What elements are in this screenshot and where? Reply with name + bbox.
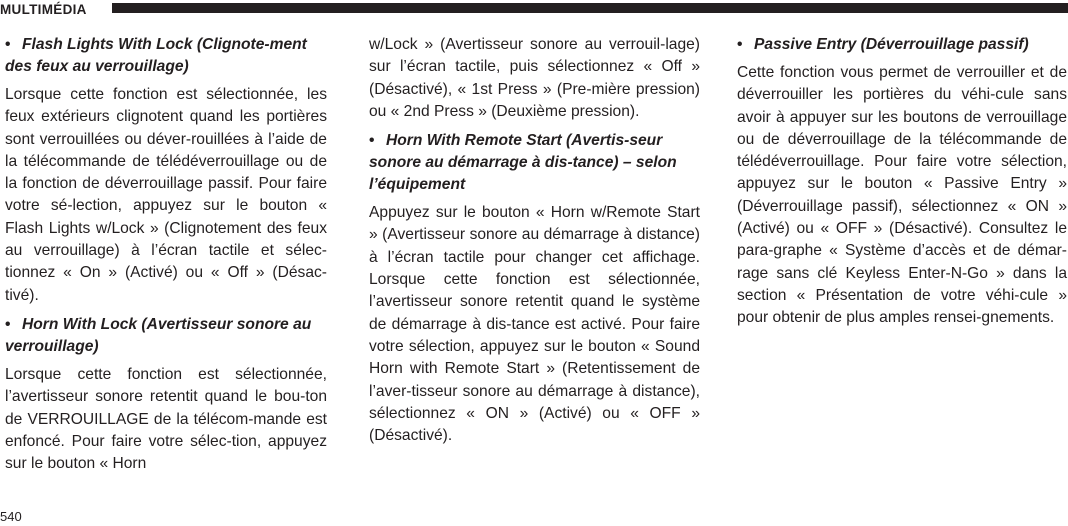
column-middle <box>369 34 700 454</box>
paragraph-horn-with-lock-continued: w/Lock » (Avertisseur sonore au verrouil-lage) sur l’écran tactile, puis sélectionnez « Off » (Désactivé), « 1st Press » (Pre-mière pression) ou « 2nd Press » (Deuxième pression). <box>369 36 700 120</box>
bullet-icon: • <box>737 36 743 53</box>
heading-text: Passive Entry (Déverrouillage passif) <box>754 36 1029 53</box>
bullet-icon: • <box>5 315 11 333</box>
page-header <box>0 0 1068 22</box>
page-number: 540 <box>0 509 22 524</box>
heading-horn-with-remote-start <box>369 130 700 196</box>
bullet-icon: • <box>5 36 11 53</box>
section-title: MULTIMÉDIA <box>0 2 87 17</box>
heading-horn-with-lock <box>5 314 327 358</box>
heading-passive-entry <box>737 34 1067 56</box>
column-right <box>737 34 1067 337</box>
header-rule <box>112 3 1068 13</box>
column-left <box>5 34 327 482</box>
paragraph-horn-with-remote-start: Appuyez sur le bouton « Horn w/Remote Start » (Avertisseur sonore au démarrage à distance) à l’écran tactile pour changer cet affichage. Lorsque cette fonction est sélectionnée, l’avertisseur sonore retentit quand le système de démarrage à dis-tance est activé. Pour faire votre sélection, appuyez sur le bouton « Sound Horn with Remote Start » (Retentissement de l’aver-tisseur sonore au démarrage à distance), sélectionnez « ON » (Activé) ou « OFF » (Désactivé). <box>369 204 700 445</box>
heading-text: Horn With Remote Start (Avertis-seur sonore au démarrage à dis-tance) – selon l’équipement <box>369 132 677 194</box>
bullet-icon: • <box>369 132 375 150</box>
paragraph-passive-entry: Cette fonction vous permet de verrouiller et de déverrouiller les portières du véhi-cule sans avoir à appuyer sur les boutons de verrouillage ou de déverrouillage de la télécommande de télédéverrouillage. Pour faire votre sélection, appuyez sur le bouton « Passive Entry » (Déverrouillage passif), sélectionnez « ON » (Activé) ou « OFF » (Désactivé). Consultez le para-graphe « Système d’accès et de démar-rage sans clé Keyless Enter-N-Go » dans la section « Présentation de votre véhi-cule » pour obtenir de plus amples rensei-gnements. <box>737 64 1067 327</box>
paragraph-flash-lights-with-lock: Lorsque cette fonction est sélectionnée, les feux extérieurs clignotent quand les portières sont verrouillées ou déver-rouillées à l’aide de la télécommande de télédéverrouillage ou de la fonction de déverrouillage passif. Pour faire votre sé-lection, appuyez sur le bouton « Flash Lights w/Lock » (Clignotement des feux au verrouillage) à l’écran tactile et sélec-tionnez « On » (Activé) ou « Off » (Désac-tivé). <box>5 86 327 304</box>
heading-flash-lights-with-lock <box>5 34 327 78</box>
heading-text: Horn With Lock (Avertisseur sonore au verrouillage) <box>5 315 312 355</box>
heading-text: Flash Lights With Lock (Clignote-ment des feux au verrouillage) <box>5 36 307 75</box>
paragraph-horn-with-lock: Lorsque cette fonction est sélectionnée, l’avertisseur sonore retentit quand le bou-ton de VERROUILLAGE de la télécom-mande est enfoncé. Pour faire votre sélec-tion, appuyez sur le bouton « Horn <box>5 365 327 473</box>
